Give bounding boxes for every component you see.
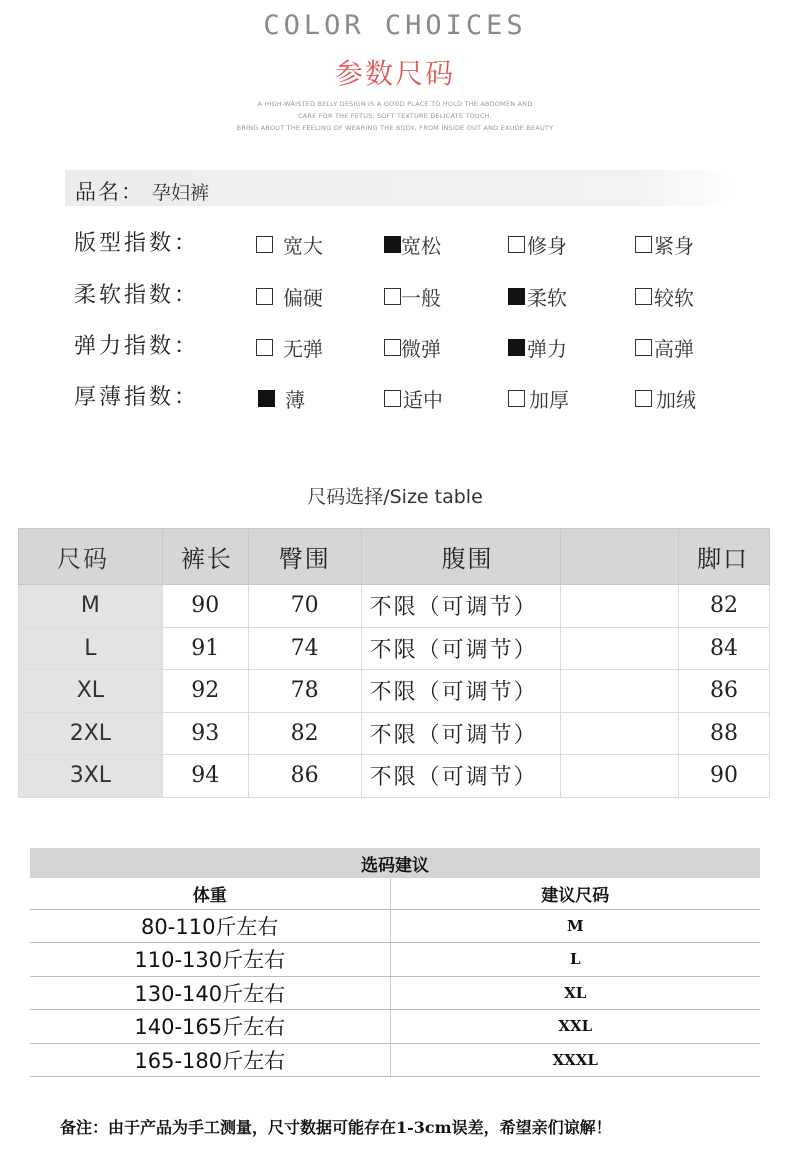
table-row [30,1043,760,1077]
product-name-value: 孕妇裤 [152,182,210,204]
option[interactable] [635,282,694,311]
table-row [19,712,770,755]
header-cell: 腹围 [361,529,561,585]
header-description-line: A HIGH-WAISTED BELLY DESIGN IS A GOOD PLACE TO HOLD THE ABDOMEN AND [257,100,533,108]
table-row [30,1010,760,1044]
length-cell: 91 [162,627,248,670]
measurement-note: 备注：由于产品为手工测量，尺寸数据可能存在1-3cm误差，希望亲们谅解！ [60,1118,612,1137]
hem-cell: 88 [679,712,770,755]
waist-cell: 不限（可调节） [361,627,561,670]
checkbox[interactable] [635,236,652,253]
option-label: 一般 [401,286,441,310]
suggested-size-cell: XXL [390,1010,760,1044]
weight-cell: 110-130斤左右 [30,943,390,977]
size-cell: XL [19,670,163,713]
option-label: 柔软 [527,286,567,310]
weight-cell: 130-140斤左右 [30,976,390,1010]
option-label: 适中 [403,388,443,412]
size-cell: M [19,585,163,628]
size-suggestion-table [30,848,760,1077]
option[interactable] [508,230,567,259]
checkbox[interactable] [508,390,525,407]
weight-cell: 165-180斤左右 [30,1043,390,1077]
empty-cell [561,585,679,628]
index-label: 厚薄指数： [74,385,200,410]
empty-cell [561,627,679,670]
size-table [18,528,770,798]
option-label: 薄 [285,388,305,412]
suggestion-header-row [30,878,760,909]
header-description-line: CARE FOR THE FETUS, SOFT TEXTURE DELICATE TOUCH, [298,112,492,120]
table-row [30,909,760,943]
option[interactable] [256,282,323,311]
table-row [19,585,770,628]
hem-cell: 90 [679,755,770,798]
option-label: 宽大 [283,234,323,258]
table-row [19,755,770,798]
table-row [19,627,770,670]
option[interactable] [508,333,567,362]
length-cell: 94 [162,755,248,798]
hip-cell: 74 [248,627,361,670]
checkbox[interactable] [256,339,273,356]
table-row [19,670,770,713]
checkbox[interactable] [635,288,652,305]
header-title-en: COLOR CHOICES [263,10,527,41]
suggested-size-cell: L [390,943,760,977]
size-cell: L [19,627,163,670]
empty-cell [561,670,679,713]
table-row [30,943,760,977]
empty-cell [561,712,679,755]
suggested-size-cell: XL [390,976,760,1010]
hem-cell: 82 [679,585,770,628]
checkbox[interactable] [635,339,652,356]
option[interactable] [508,384,569,413]
option-label: 修身 [527,234,567,258]
option[interactable] [256,230,323,259]
index-row-elasticity [0,329,790,369]
checkbox[interactable] [256,236,273,253]
header-description-line: BRING ABOUT THE FEELING OF WEARING THE BODY, FROM INSIDE OUT AND EXUDE BEAUTY [236,124,554,132]
header-cell: 臀围 [248,529,361,585]
header-cell: 脚口 [679,529,770,585]
option-label: 加厚 [529,388,569,412]
index-label: 弹力指数： [74,334,200,359]
hip-cell: 70 [248,585,361,628]
hip-cell: 78 [248,670,361,713]
waist-cell: 不限（可调节） [361,670,561,713]
option[interactable] [508,282,567,311]
suggested-size-cell: M [390,909,760,943]
header-cell: 建议尺码 [390,878,760,909]
option[interactable] [256,333,323,362]
size-table-title: 尺码选择/Size table [307,486,483,508]
option-label: 微弹 [401,337,441,361]
option-label: 宽松 [401,234,441,258]
product-name-label: 品名： [75,180,144,204]
header-cell: 尺码 [19,529,163,585]
length-cell: 93 [162,712,248,755]
checkbox[interactable] [384,288,401,305]
checkbox[interactable] [256,288,273,305]
option-label: 较软 [654,286,694,310]
hip-cell: 86 [248,755,361,798]
index-row-softness [0,278,790,318]
header-cell: 体重 [30,878,390,909]
checkbox[interactable] [384,339,401,356]
suggestion-title: 选码建议 [30,848,760,878]
checkbox-checked[interactable] [384,236,401,253]
suggested-size-cell: XXXL [390,1043,760,1077]
hem-cell: 84 [679,627,770,670]
option-label: 高弹 [654,337,694,361]
checkbox[interactable] [635,390,652,407]
waist-cell: 不限（可调节） [361,712,561,755]
option-label: 加绒 [656,388,696,412]
index-row-thickness [0,380,790,420]
empty-cell [561,755,679,798]
checkbox[interactable] [508,236,525,253]
size-table-header-row [19,529,770,585]
header-cell [561,529,679,585]
waist-cell: 不限（可调节） [361,755,561,798]
checkbox[interactable] [384,390,401,407]
index-label: 柔软指数： [74,283,200,308]
length-cell: 92 [162,670,248,713]
option[interactable] [384,384,443,413]
checkbox-checked[interactable] [508,339,525,356]
option-label: 弹力 [527,337,567,361]
option-label: 无弹 [283,337,323,361]
weight-cell: 140-165斤左右 [30,1010,390,1044]
header-cell: 裤长 [162,529,248,585]
option[interactable] [384,333,441,362]
option[interactable] [635,230,694,259]
waist-cell: 不限（可调节） [361,585,561,628]
option-label: 偏硬 [283,286,323,310]
option[interactable] [635,384,696,413]
option-label: 紧身 [654,234,694,258]
weight-cell: 80-110斤左右 [30,909,390,943]
header-title-cn: 参数尺码 [334,57,455,90]
hem-cell: 86 [679,670,770,713]
suggestion-title-row [30,848,760,878]
table-row [30,976,760,1010]
length-cell: 90 [162,585,248,628]
header-description [0,98,790,134]
option[interactable] [384,282,441,311]
option[interactable] [258,384,305,413]
hip-cell: 82 [248,712,361,755]
option[interactable] [635,333,694,362]
size-cell: 3XL [19,755,163,798]
size-cell: 2XL [19,712,163,755]
checkbox-checked[interactable] [258,390,275,407]
option[interactable] [384,230,441,259]
index-row-fit [0,226,790,266]
index-label: 版型指数： [74,231,200,256]
checkbox-checked[interactable] [508,288,525,305]
